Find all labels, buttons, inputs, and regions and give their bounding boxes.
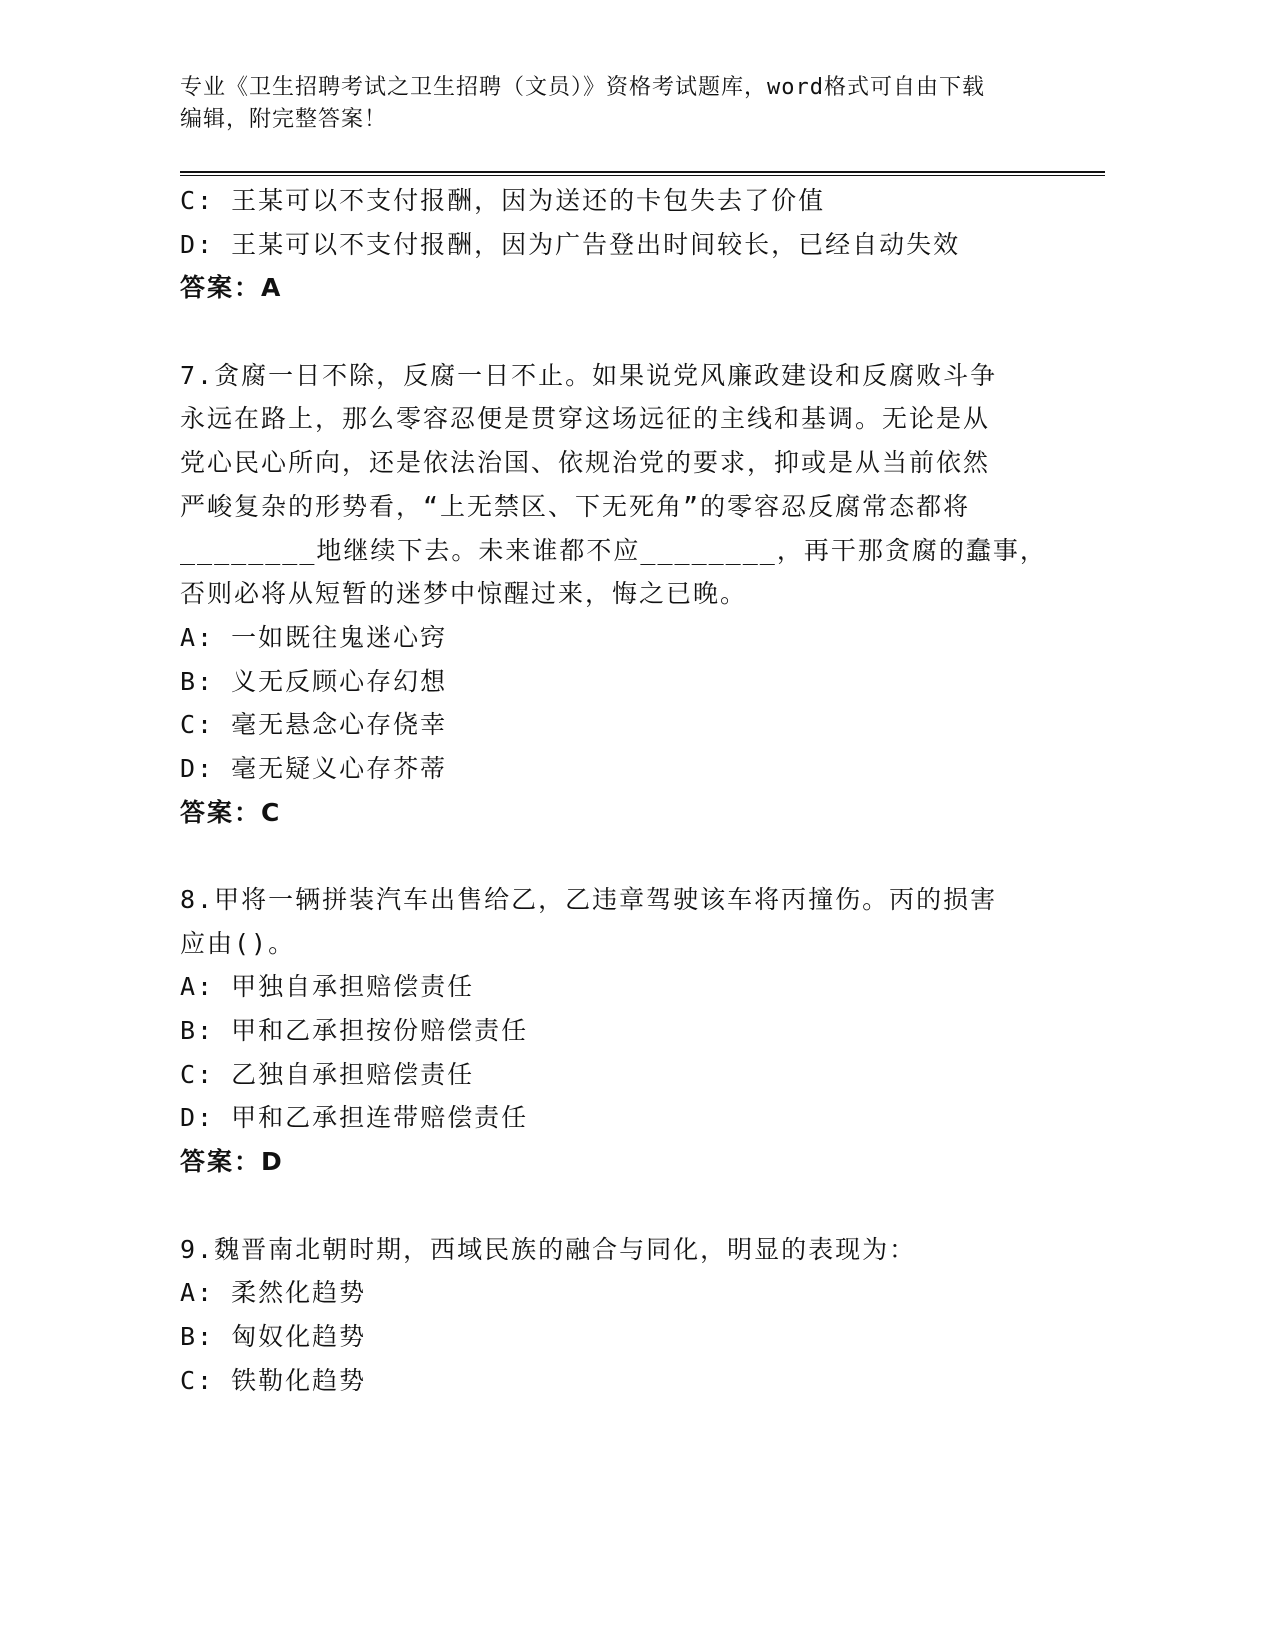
- stem-line: 永远在路上，那么零容忍便是贯穿这场远征的主线和基调。无论是从: [180, 404, 991, 434]
- option-b: B: 匈奴化趋势: [180, 1321, 367, 1351]
- header-line-1: 专业《卫生招聘考试之卫生招聘（文员）》资格考试题库，word格式可自由下载: [180, 75, 985, 100]
- option-a: A: 甲独自承担赔偿责任: [180, 972, 475, 1002]
- spacer: [180, 1184, 1080, 1228]
- spacer: [180, 310, 1080, 354]
- page-header: [180, 72, 1060, 136]
- answer-line: 答案：C: [180, 797, 282, 827]
- option-c: C: 铁勒化趋势: [180, 1365, 367, 1395]
- question-stem: [180, 1228, 1080, 1272]
- question-stem: [180, 354, 1080, 616]
- option-b: B: 甲和乙承担按份赔偿责任: [180, 1016, 529, 1046]
- previous-question-block: [180, 179, 1080, 310]
- option-d: D: 甲和乙承担连带赔偿责任: [180, 1103, 529, 1133]
- option-d: D: 毫无疑义心存芥蒂: [180, 753, 448, 783]
- stem-line: 7.贪腐一日不除，反腐一日不止。如果说党风廉政建设和反腐败斗争: [180, 360, 998, 390]
- stem-line: 应由()。: [180, 928, 296, 958]
- option-c: C: 王某可以不支付报酬，因为送还的卡包失去了价值: [180, 186, 826, 215]
- option-a: A: 柔然化趋势: [180, 1278, 367, 1308]
- answer-line: 答案：D: [180, 1147, 284, 1177]
- question-7: [180, 354, 1080, 835]
- header-line-2: 编辑，附完整答案！: [180, 107, 388, 132]
- header-divider: [180, 171, 1105, 176]
- question-8: [180, 878, 1080, 1184]
- answer-line: 答案：A: [180, 273, 283, 303]
- spacer: [180, 834, 1080, 878]
- option-a: A: 一如既往鬼迷心窍: [180, 622, 448, 652]
- option-c: C: 乙独自承担赔偿责任: [180, 1059, 475, 1089]
- stem-line: 严峻复杂的形势看，“上无禁区、下无死角”的零容忍反腐常态都将: [180, 491, 971, 521]
- question-content: [180, 179, 1080, 1402]
- question-stem: [180, 878, 1080, 965]
- stem-line: 8.甲将一辆拼装汽车出售给乙，乙违章驾驶该车将丙撞伤。丙的损害: [180, 885, 998, 914]
- stem-line: 否则必将从短暂的迷梦中惊醒过来，悔之已晚。: [180, 579, 748, 609]
- stem-line: 党心民心所向，还是依法治国、依规治党的要求，抑或是从当前依然: [180, 448, 991, 478]
- question-9: [180, 1228, 1080, 1403]
- stem-line: ________地继续下去。未来谁都不应________，再干那贪腐的蠢事，: [180, 535, 1047, 565]
- stem-line: 9.魏晋南北朝时期，西域民族的融合与同化，明显的表现为：: [180, 1234, 917, 1264]
- option-d: D: 王某可以不支付报酬，因为广告登出时间较长，已经自动失效: [180, 229, 961, 259]
- option-b: B: 义无反顾心存幻想: [180, 666, 448, 696]
- option-c: C: 毫无悬念心存侥幸: [180, 710, 448, 740]
